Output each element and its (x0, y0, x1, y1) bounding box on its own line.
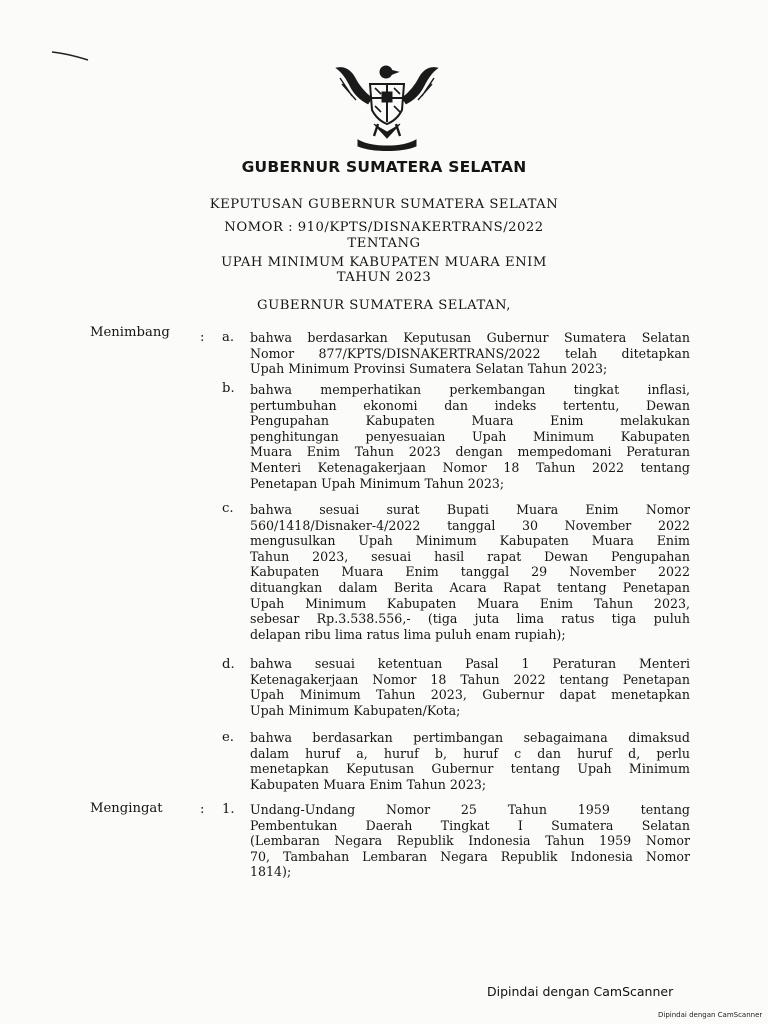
menimbang-item-d (250, 656, 690, 718)
text-line: 70, Tambahan Lembaran Negara Republik Indonesia Nomor (250, 848, 690, 864)
text-line: bahwa memperhatikan perkembangan tingkat inflasi, (250, 382, 690, 397)
text-line: Undang-Undang Nomor 25 Tahun 1959 tentang (250, 802, 690, 817)
camscanner-watermark: Dipindai dengan CamScanner (487, 984, 674, 999)
garuda-emblem-icon (328, 58, 446, 154)
decree-number: NOMOR : 910/KPTS/DISNAKERTRANS/2022 (224, 220, 544, 235)
menimbang-item-b (250, 382, 690, 491)
text-line: Upah Minimum Tahun 2023, Gubernur dapat menetapkan (250, 687, 690, 703)
text-line: Penetapan Upah Minimum Tahun 2023; (250, 475, 505, 491)
menimbang-item-c-mark: c. (222, 501, 234, 516)
governor-title: GUBERNUR SUMATERA SELATAN (241, 158, 527, 176)
text-line: Kabupaten Muara Enim Tahun 2023; (250, 776, 487, 792)
text-line: dituangkan dalam Berita Acara Rapat tentang Penetapan (250, 579, 690, 595)
text-line: Tahun 2023, sesuai hasil rapat Dewan Pengupahan (250, 548, 690, 564)
text-line: pertumbuhan ekonomi dan indeks tertentu, Dewan (250, 397, 690, 413)
text-line: penghitungan penyesuaian Upah Minimum Kabupaten (250, 428, 690, 444)
text-line: Upah Minimum Kabupaten Muara Enim Tahun 2023, (250, 595, 690, 611)
text-line: bahwa sesuai ketentuan Pasal 1 Peraturan Menteri (250, 656, 690, 671)
text-line: Upah Minimum Provinsi Sumatera Selatan Tahun 2023; (250, 361, 608, 377)
text-line: bahwa berdasarkan Keputusan Gubernur Sumatera Selatan (250, 330, 690, 345)
text-line: Pembentukan Daerah Tingkat I Sumatera Selatan (250, 817, 690, 833)
text-line: delapan ribu lima ratus lima puluh enam rupiah); (250, 626, 566, 642)
menimbang-item-a (250, 330, 690, 377)
text-line: Pengupahan Kabupaten Muara Enim melakukan (250, 413, 690, 429)
menimbang-item-e-mark: e. (222, 730, 234, 745)
decree-subject-line1: UPAH MINIMUM KABUPATEN MUARA ENIM (221, 255, 547, 270)
camscanner-watermark-small: Dipindai dengan CamScanner (658, 1011, 763, 1019)
menimbang-item-d-mark: d. (222, 657, 235, 672)
menimbang-item-b-mark: b. (222, 381, 235, 396)
text-line: bahwa sesuai surat Bupati Muara Enim Nomor (250, 502, 690, 517)
pen-mark (50, 48, 90, 62)
text-line: Ketenagakerjaan Nomor 18 Tahun 2022 tentang Penetapan (250, 671, 690, 687)
mengingat-item-1 (250, 802, 690, 880)
text-line: Upah Minimum Kabupaten/Kota; (250, 702, 461, 718)
text-line: 1814); (250, 864, 292, 880)
menimbang-label: Menimbang (90, 325, 170, 340)
mengingat-item-1-mark: 1. (222, 802, 235, 817)
mengingat-label: Mengingat (90, 801, 163, 816)
decree-title: KEPUTUSAN GUBERNUR SUMATERA SELATAN (209, 197, 559, 212)
mengingat-colon: : (200, 802, 205, 817)
text-line: Kabupaten Muara Enim tanggal 29 November 2022 (250, 564, 690, 580)
menimbang-colon: : (200, 330, 205, 345)
menimbang-item-a-mark: a. (222, 330, 235, 345)
text-line: bahwa berdasarkan pertimbangan sebagaimana dimaksud (250, 730, 690, 745)
decree-about: TENTANG (347, 236, 421, 251)
text-line: (Lembaran Negara Republik Indonesia Tahun 1959 Nomor (250, 833, 690, 849)
menimbang-item-c (250, 502, 690, 642)
text-line: Menteri Ketenagakerjaan Nomor 18 Tahun 2022 tentang (250, 459, 690, 475)
text-line: mengusulkan Upah Minimum Kabupaten Muara Enim (250, 533, 690, 549)
text-line: sebesar Rp.3.538.556,- (tiga juta lima ratus tiga puluh (250, 611, 690, 627)
text-line: Muara Enim Tahun 2023 dengan mempedomani Peraturan (250, 444, 690, 460)
menimbang-item-e (250, 730, 690, 792)
decree-subject-line2: TAHUN 2023 (336, 270, 432, 285)
issuer-line: GUBERNUR SUMATERA SELATAN, (257, 298, 511, 313)
text-line: dalam huruf a, huruf b, huruf c dan huruf d, perlu (250, 745, 690, 761)
text-line: menetapkan Keputusan Gubernur tentang Upah Minimum (250, 761, 690, 777)
text-line: Nomor 877/KPTS/DISNAKERTRANS/2022 telah ditetapkan (250, 345, 690, 361)
text-line: 560/1418/Disnaker-4/2022 tanggal 30 November 2022 (250, 517, 690, 533)
